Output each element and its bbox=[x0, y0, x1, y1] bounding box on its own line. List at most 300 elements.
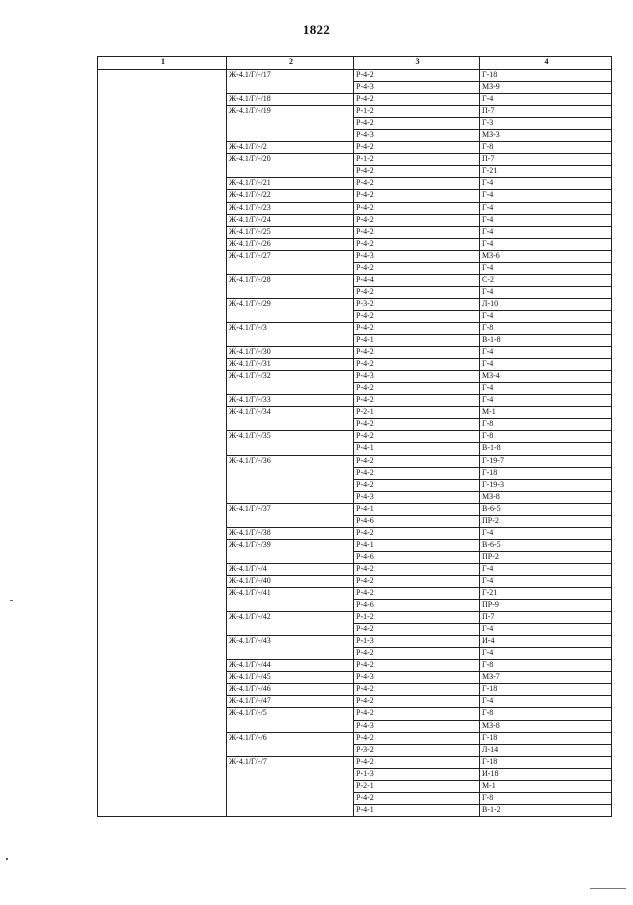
cell-col-2 bbox=[227, 792, 354, 804]
cell-col-4: Г-8 bbox=[480, 322, 612, 334]
cell-col-3: Р-4-2 bbox=[354, 395, 480, 407]
cell-col-4: МЗ-4 bbox=[480, 371, 612, 383]
cell-col-2: Ж-4.1/Г/-/37 bbox=[227, 503, 354, 515]
cell-col-1 bbox=[98, 359, 227, 371]
cell-col-3: Р-4-2 bbox=[354, 310, 480, 322]
cell-col-2 bbox=[227, 419, 354, 431]
cell-col-3: Р-4-2 bbox=[354, 419, 480, 431]
header-col-1: 1 bbox=[98, 57, 227, 70]
cell-col-1 bbox=[98, 636, 227, 648]
cell-col-4: Г-4 bbox=[480, 202, 612, 214]
table-row bbox=[98, 214, 612, 226]
cell-col-1 bbox=[98, 226, 227, 238]
cell-col-4: Г-8 bbox=[480, 419, 612, 431]
cell-col-2: Ж-4.1/Г/-/33 bbox=[227, 395, 354, 407]
cell-col-4: Г-19-3 bbox=[480, 479, 612, 491]
cell-col-2 bbox=[227, 467, 354, 479]
scan-speck bbox=[6, 858, 8, 860]
cell-col-3: Р-4-2 bbox=[354, 359, 480, 371]
cell-col-3: Р-4-2 bbox=[354, 575, 480, 587]
cell-col-1 bbox=[98, 624, 227, 636]
cell-col-2 bbox=[227, 804, 354, 816]
cell-col-1 bbox=[98, 467, 227, 479]
table-row bbox=[98, 106, 612, 118]
cell-col-2 bbox=[227, 624, 354, 636]
cell-col-2 bbox=[227, 491, 354, 503]
cell-col-4: Г-4 bbox=[480, 190, 612, 202]
cell-col-2: Ж-4.1/Г/-/4 bbox=[227, 563, 354, 575]
table-row bbox=[98, 588, 612, 600]
table-row bbox=[98, 94, 612, 106]
cell-col-2: Ж-4.1/Г/-/25 bbox=[227, 226, 354, 238]
table-row bbox=[98, 756, 612, 768]
cell-col-1 bbox=[98, 431, 227, 443]
cell-col-2 bbox=[227, 118, 354, 130]
cell-col-1 bbox=[98, 347, 227, 359]
cell-col-4: Г-18 bbox=[480, 756, 612, 768]
table-row bbox=[98, 250, 612, 262]
table-row bbox=[98, 443, 612, 455]
cell-col-2: Ж-4.1/Г/-/34 bbox=[227, 407, 354, 419]
cell-col-2 bbox=[227, 82, 354, 94]
cell-col-1 bbox=[98, 804, 227, 816]
cell-col-1 bbox=[98, 106, 227, 118]
cell-col-3: Р-4-4 bbox=[354, 274, 480, 286]
table-row bbox=[98, 371, 612, 383]
cell-col-1 bbox=[98, 672, 227, 684]
cell-col-1 bbox=[98, 310, 227, 322]
table-row bbox=[98, 563, 612, 575]
cell-col-3: Р-4-3 bbox=[354, 250, 480, 262]
cell-col-4: Г-18 bbox=[480, 684, 612, 696]
cell-col-3: Р-4-2 bbox=[354, 792, 480, 804]
header-col-2: 2 bbox=[227, 57, 354, 70]
cell-col-2: Ж-4.1/Г/-/45 bbox=[227, 672, 354, 684]
cell-col-1 bbox=[98, 648, 227, 660]
table-row bbox=[98, 527, 612, 539]
cell-col-3: Р-4-2 bbox=[354, 732, 480, 744]
cell-col-1 bbox=[98, 684, 227, 696]
table-row bbox=[98, 359, 612, 371]
table-row bbox=[98, 708, 612, 720]
cell-col-2: Ж-4.1/Г/-/40 bbox=[227, 575, 354, 587]
cell-col-2: Ж-4.1/Г/-/24 bbox=[227, 214, 354, 226]
cell-col-1 bbox=[98, 455, 227, 467]
table-row bbox=[98, 636, 612, 648]
cell-col-1 bbox=[98, 190, 227, 202]
table-row bbox=[98, 298, 612, 310]
cell-col-1 bbox=[98, 732, 227, 744]
cell-col-2: Ж-4.1/Г/-/3 bbox=[227, 322, 354, 334]
cell-col-1 bbox=[98, 298, 227, 310]
cell-col-3: Р-4-2 bbox=[354, 467, 480, 479]
cell-col-2: Ж-4.1/Г/-/47 bbox=[227, 696, 354, 708]
table-row bbox=[98, 503, 612, 515]
cell-col-2 bbox=[227, 600, 354, 612]
cell-col-3: Р-4-2 bbox=[354, 684, 480, 696]
cell-col-1 bbox=[98, 744, 227, 756]
cell-col-2: Ж-4.1/Г/-/46 bbox=[227, 684, 354, 696]
cell-col-3: Р-4-2 bbox=[354, 479, 480, 491]
cell-col-3: Р-4-2 bbox=[354, 708, 480, 720]
cell-col-1 bbox=[98, 527, 227, 539]
cell-col-3: Р-1-3 bbox=[354, 768, 480, 780]
table-row bbox=[98, 142, 612, 154]
cell-col-3: Р-4-2 bbox=[354, 178, 480, 190]
cell-col-2 bbox=[227, 443, 354, 455]
cell-col-3: Р-4-1 bbox=[354, 335, 480, 347]
cell-col-1 bbox=[98, 588, 227, 600]
cell-col-3: Р-4-1 bbox=[354, 539, 480, 551]
data-table bbox=[97, 56, 612, 817]
cell-col-4: Г-4 bbox=[480, 286, 612, 298]
cell-col-1 bbox=[98, 575, 227, 587]
header-col-3: 3 bbox=[354, 57, 480, 70]
table-row bbox=[98, 335, 612, 347]
cell-col-3: Р-1-2 bbox=[354, 154, 480, 166]
cell-col-1 bbox=[98, 696, 227, 708]
cell-col-4: Г-4 bbox=[480, 575, 612, 587]
cell-col-4: МЗ-3 bbox=[480, 130, 612, 142]
cell-col-3: Р-4-2 bbox=[354, 214, 480, 226]
table-row bbox=[98, 286, 612, 298]
cell-col-2: Ж-4.1/Г/-/44 bbox=[227, 660, 354, 672]
cell-col-4: Г-3 bbox=[480, 118, 612, 130]
cell-col-2 bbox=[227, 310, 354, 322]
cell-col-1 bbox=[98, 371, 227, 383]
table-row bbox=[98, 515, 612, 527]
cell-col-2 bbox=[227, 383, 354, 395]
table-row bbox=[98, 624, 612, 636]
cell-col-4: Г-8 bbox=[480, 142, 612, 154]
cell-col-1 bbox=[98, 322, 227, 334]
cell-col-2 bbox=[227, 780, 354, 792]
cell-col-4: Г-4 bbox=[480, 226, 612, 238]
cell-col-4: М-1 bbox=[480, 407, 612, 419]
cell-col-4: И-4 bbox=[480, 636, 612, 648]
cell-col-4: Г-4 bbox=[480, 395, 612, 407]
cell-col-3: Р-4-2 bbox=[354, 226, 480, 238]
table-body bbox=[98, 70, 612, 817]
cell-col-3: Р-3-2 bbox=[354, 298, 480, 310]
cell-col-4: Г-18 bbox=[480, 70, 612, 82]
cell-col-3: Р-4-6 bbox=[354, 600, 480, 612]
cell-col-2: Ж-4.1/Г/-/39 bbox=[227, 539, 354, 551]
table-row bbox=[98, 118, 612, 130]
cell-col-1 bbox=[98, 94, 227, 106]
cell-col-4: Г-4 bbox=[480, 624, 612, 636]
cell-col-4: МЗ-8 bbox=[480, 720, 612, 732]
cell-col-3: Р-4-2 bbox=[354, 527, 480, 539]
cell-col-4: Г-4 bbox=[480, 310, 612, 322]
cell-col-1 bbox=[98, 491, 227, 503]
table-row bbox=[98, 431, 612, 443]
table-row bbox=[98, 612, 612, 624]
cell-col-4: Г-4 bbox=[480, 696, 612, 708]
cell-col-4: Г-4 bbox=[480, 383, 612, 395]
cell-col-3: Р-4-2 bbox=[354, 142, 480, 154]
cell-col-3: Р-4-2 bbox=[354, 383, 480, 395]
table-row bbox=[98, 684, 612, 696]
cell-col-1 bbox=[98, 250, 227, 262]
cell-col-4: Г-8 bbox=[480, 431, 612, 443]
table-row bbox=[98, 166, 612, 178]
cell-col-2: Ж-4.1/Г/-/17 bbox=[227, 70, 354, 82]
cell-col-1 bbox=[98, 395, 227, 407]
cell-col-2: Ж-4.1/Г/-/27 bbox=[227, 250, 354, 262]
cell-col-3: Р-4-3 bbox=[354, 491, 480, 503]
cell-col-4: Г-4 bbox=[480, 527, 612, 539]
cell-col-2: Ж-4.1/Г/-/38 bbox=[227, 527, 354, 539]
cell-col-4: В-6-5 bbox=[480, 539, 612, 551]
cell-col-2: Ж-4.1/Г/-/5 bbox=[227, 708, 354, 720]
cell-col-3: Р-4-6 bbox=[354, 551, 480, 563]
cell-col-3: Р-4-2 bbox=[354, 322, 480, 334]
cell-col-3: Р-4-2 bbox=[354, 588, 480, 600]
cell-col-3: Р-4-2 bbox=[354, 696, 480, 708]
cell-col-4: Г-21 bbox=[480, 588, 612, 600]
cell-col-2 bbox=[227, 166, 354, 178]
cell-col-3: Р-4-1 bbox=[354, 804, 480, 816]
cell-col-1 bbox=[98, 768, 227, 780]
cell-col-2: Ж-4.1/Г/-/35 bbox=[227, 431, 354, 443]
table-row bbox=[98, 804, 612, 816]
cell-col-4: Г-4 bbox=[480, 347, 612, 359]
cell-col-1 bbox=[98, 551, 227, 563]
table-row bbox=[98, 467, 612, 479]
cell-col-1 bbox=[98, 407, 227, 419]
cell-col-3: Р-4-2 bbox=[354, 431, 480, 443]
table-row bbox=[98, 455, 612, 467]
cell-col-2: Ж-4.1/Г/-/18 bbox=[227, 94, 354, 106]
table-row bbox=[98, 696, 612, 708]
cell-col-2: Ж-4.1/Г/-/22 bbox=[227, 190, 354, 202]
cell-col-4: Г-8 bbox=[480, 708, 612, 720]
cell-col-4: МЗ-6 bbox=[480, 250, 612, 262]
cell-col-1 bbox=[98, 286, 227, 298]
cell-col-2: Ж-4.1/Г/-/26 bbox=[227, 238, 354, 250]
cell-col-3: Р-4-2 bbox=[354, 262, 480, 274]
cell-col-3: Р-3-2 bbox=[354, 744, 480, 756]
cell-col-4: Г-18 bbox=[480, 732, 612, 744]
cell-col-3: Р-4-2 bbox=[354, 166, 480, 178]
cell-col-1 bbox=[98, 720, 227, 732]
cell-col-1 bbox=[98, 539, 227, 551]
cell-col-2: Ж-4.1/Г/-/6 bbox=[227, 732, 354, 744]
cell-col-2: Ж-4.1/Г/-/31 bbox=[227, 359, 354, 371]
table-row bbox=[98, 407, 612, 419]
cell-col-1 bbox=[98, 612, 227, 624]
cell-col-3: Р-4-2 bbox=[354, 94, 480, 106]
cell-col-3: Р-4-6 bbox=[354, 515, 480, 527]
cell-col-4: С-2 bbox=[480, 274, 612, 286]
cell-col-2 bbox=[227, 648, 354, 660]
table-row bbox=[98, 672, 612, 684]
table-row bbox=[98, 660, 612, 672]
cell-col-1 bbox=[98, 660, 227, 672]
table-row bbox=[98, 479, 612, 491]
cell-col-2: Ж-4.1/Г/-/43 bbox=[227, 636, 354, 648]
cell-col-4: М-1 bbox=[480, 780, 612, 792]
table-row bbox=[98, 600, 612, 612]
table-row bbox=[98, 347, 612, 359]
cell-col-2: Ж-4.1/Г/-/42 bbox=[227, 612, 354, 624]
table-row bbox=[98, 575, 612, 587]
cell-col-4: Г-4 bbox=[480, 214, 612, 226]
cell-col-2 bbox=[227, 515, 354, 527]
cell-col-1 bbox=[98, 443, 227, 455]
cell-col-3: Р-4-2 bbox=[354, 238, 480, 250]
cell-col-2 bbox=[227, 130, 354, 142]
table-row bbox=[98, 154, 612, 166]
table-row bbox=[98, 491, 612, 503]
cell-col-2: Ж-4.1/Г/-/41 bbox=[227, 588, 354, 600]
cell-col-2: Ж-4.1/Г/-/29 bbox=[227, 298, 354, 310]
table-row bbox=[98, 780, 612, 792]
cell-col-4: ПР-2 bbox=[480, 551, 612, 563]
cell-col-2: Ж-4.1/Г/-/21 bbox=[227, 178, 354, 190]
table-row bbox=[98, 130, 612, 142]
table-row bbox=[98, 732, 612, 744]
cell-col-4: Г-19-7 bbox=[480, 455, 612, 467]
table-row bbox=[98, 744, 612, 756]
header-row bbox=[98, 57, 612, 70]
cell-col-1 bbox=[98, 262, 227, 274]
cell-col-4: П-7 bbox=[480, 612, 612, 624]
cell-col-2: Ж-4.1/Г/-/36 bbox=[227, 455, 354, 467]
table-row bbox=[98, 82, 612, 94]
cell-col-4: Г-4 bbox=[480, 238, 612, 250]
cell-col-3: Р-4-3 bbox=[354, 130, 480, 142]
cell-col-4: В-6-5 bbox=[480, 503, 612, 515]
cell-col-4: МЗ-7 bbox=[480, 672, 612, 684]
cell-col-4: И-18 bbox=[480, 768, 612, 780]
table-row bbox=[98, 202, 612, 214]
cell-col-4: Г-4 bbox=[480, 94, 612, 106]
table-row bbox=[98, 768, 612, 780]
cell-col-1 bbox=[98, 238, 227, 250]
cell-col-3: Р-2-1 bbox=[354, 407, 480, 419]
cell-col-4: ПР-9 bbox=[480, 600, 612, 612]
cell-col-3: Р-4-3 bbox=[354, 720, 480, 732]
cell-col-2: Ж-4.1/Г/-/30 bbox=[227, 347, 354, 359]
cell-col-1 bbox=[98, 479, 227, 491]
table-row bbox=[98, 178, 612, 190]
cell-col-4: Г-18 bbox=[480, 467, 612, 479]
cell-col-2: Ж-4.1/Г/-/23 bbox=[227, 202, 354, 214]
cell-col-3: Р-4-1 bbox=[354, 443, 480, 455]
cell-col-4: Л-10 bbox=[480, 298, 612, 310]
cell-col-3: Р-1-3 bbox=[354, 636, 480, 648]
cell-col-3: Р-4-2 bbox=[354, 190, 480, 202]
cell-col-1 bbox=[98, 214, 227, 226]
cell-col-4: П-7 bbox=[480, 154, 612, 166]
table-row bbox=[98, 551, 612, 563]
cell-col-1 bbox=[98, 780, 227, 792]
cell-col-4: В-1-2 bbox=[480, 804, 612, 816]
cell-col-3: Р-4-3 bbox=[354, 82, 480, 94]
cell-col-3: Р-4-2 bbox=[354, 202, 480, 214]
cell-col-1 bbox=[98, 154, 227, 166]
table-row bbox=[98, 310, 612, 322]
cell-col-4: МЗ-9 bbox=[480, 82, 612, 94]
cell-col-1 bbox=[98, 274, 227, 286]
cell-col-2: Ж-4.1/Г/-/19 bbox=[227, 106, 354, 118]
cell-col-3: Р-1-2 bbox=[354, 106, 480, 118]
cell-col-1 bbox=[98, 600, 227, 612]
cell-col-3: Р-4-1 bbox=[354, 503, 480, 515]
cell-col-1 bbox=[98, 383, 227, 395]
cell-col-4: Г-4 bbox=[480, 178, 612, 190]
cell-col-1 bbox=[98, 419, 227, 431]
cell-col-4: В-1-8 bbox=[480, 443, 612, 455]
cell-col-3: Р-2-1 bbox=[354, 780, 480, 792]
cell-col-4: Г-4 bbox=[480, 563, 612, 575]
cell-col-4: Г-4 bbox=[480, 648, 612, 660]
cell-col-2 bbox=[227, 479, 354, 491]
scan-line bbox=[590, 888, 626, 889]
cell-col-4: ПР-2 bbox=[480, 515, 612, 527]
cell-col-3: Р-4-2 bbox=[354, 118, 480, 130]
cell-col-4: Л-14 bbox=[480, 744, 612, 756]
cell-col-1 bbox=[98, 503, 227, 515]
cell-col-1 bbox=[98, 82, 227, 94]
cell-col-3: Р-4-2 bbox=[354, 648, 480, 660]
table-row bbox=[98, 419, 612, 431]
cell-col-2 bbox=[227, 551, 354, 563]
cell-col-4: Г-4 bbox=[480, 359, 612, 371]
header-col-4: 4 bbox=[480, 57, 612, 70]
cell-col-3: Р-4-3 bbox=[354, 672, 480, 684]
cell-col-4: МЗ-8 bbox=[480, 491, 612, 503]
table-row bbox=[98, 274, 612, 286]
cell-col-2: Ж-4.1/Г/-/2 bbox=[227, 142, 354, 154]
cell-col-4: Г-4 bbox=[480, 262, 612, 274]
cell-col-3: Р-4-2 bbox=[354, 624, 480, 636]
cell-col-4: Г-8 bbox=[480, 792, 612, 804]
scan-speck bbox=[10, 600, 13, 601]
cell-col-2 bbox=[227, 262, 354, 274]
table-row bbox=[98, 70, 612, 82]
cell-col-3: Р-4-2 bbox=[354, 70, 480, 82]
table-row bbox=[98, 383, 612, 395]
cell-col-3: Р-4-2 bbox=[354, 563, 480, 575]
table-row bbox=[98, 190, 612, 202]
cell-col-1 bbox=[98, 118, 227, 130]
cell-col-1 bbox=[98, 130, 227, 142]
table-row bbox=[98, 238, 612, 250]
table-row bbox=[98, 322, 612, 334]
cell-col-4: Г-8 bbox=[480, 660, 612, 672]
cell-col-2 bbox=[227, 286, 354, 298]
cell-col-4: Г-21 bbox=[480, 166, 612, 178]
cell-col-2: Ж-4.1/Г/-/7 bbox=[227, 756, 354, 768]
cell-col-1 bbox=[98, 708, 227, 720]
cell-col-3: Р-4-2 bbox=[354, 660, 480, 672]
cell-col-2 bbox=[227, 768, 354, 780]
table-header bbox=[98, 57, 612, 70]
cell-col-3: Р-4-2 bbox=[354, 756, 480, 768]
table-row bbox=[98, 648, 612, 660]
table-row bbox=[98, 395, 612, 407]
cell-col-2 bbox=[227, 720, 354, 732]
table-row bbox=[98, 539, 612, 551]
table-row bbox=[98, 792, 612, 804]
cell-col-3: Р-4-2 bbox=[354, 286, 480, 298]
page-number: 1822 bbox=[302, 22, 331, 37]
cell-col-1 bbox=[98, 756, 227, 768]
cell-col-2: Ж-4.1/Г/-/32 bbox=[227, 371, 354, 383]
